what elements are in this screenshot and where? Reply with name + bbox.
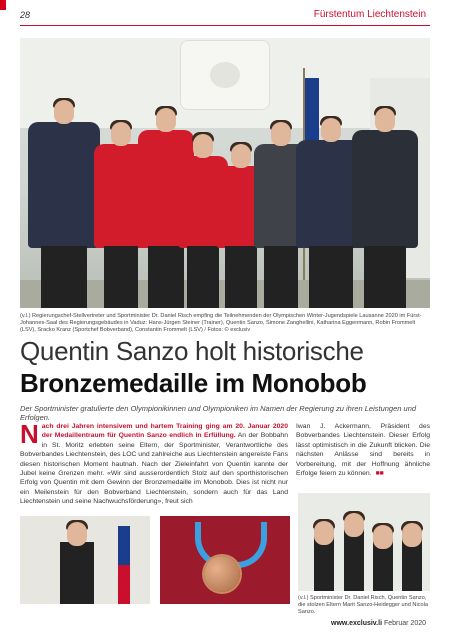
section-title: Fürstentum Liechtenstein	[313, 9, 426, 20]
person-d	[396, 523, 428, 591]
liechtenstein-flag	[118, 526, 130, 604]
article-body-1: An der Bobbahn in St. Moritz erlebten seine Eltern, der Sportminister, Verantwortliche des Bobverbandes Liechtenstein, des LOC und zahlreiche aus Liechtenstein angereiste Fans diesen historischen Moment hautnah. Nach der Zieleinfahrt von Quentin kannte der Jubel keine Grenzen mehr. «Wir sind ausserordentlich Stolz auf den sporthistorischen Erfolg von Quentin mit dem Gewinn der Bronzemedaille im Monobob. Dies ist nicht nur ein Meilenstein für den Bobverband Liechtenstein, sondern auch für das Land Liechtenstein und seine Nachwuchsförderung», freut sich	[20, 432, 288, 506]
person-1	[28, 100, 100, 308]
article-body-2: Iwan J. Ackermann, Präsident des Bobverbandes Liechtenstein. Dieser Erfolg lässt optimistisch in die Zukunft blicken. Die nächsten Anlässe sind bereits in Vorbereitung, mit der Hoffnung ähnliche Erfolge feiern zu können.	[296, 423, 430, 478]
bronze-medal	[204, 556, 240, 592]
medal-photo	[160, 516, 290, 604]
dropcap: N	[20, 419, 39, 449]
group-photo	[20, 38, 430, 308]
person-c	[368, 525, 398, 591]
corner-mark	[0, 0, 6, 10]
person-b	[338, 513, 370, 591]
person-8	[352, 108, 418, 308]
athlete	[50, 522, 104, 604]
page-number: 28	[20, 10, 31, 20]
footer-issue: Februar 2020	[383, 620, 426, 627]
header-rule	[20, 25, 430, 26]
person-a	[308, 521, 340, 591]
footer-brand: www.exclusiv.li	[331, 620, 383, 627]
headline-line-1: Quentin Sanzo holt historische	[20, 336, 364, 366]
family-photo-caption: (v.l.) Sportminister Dr. Daniel Risch, Quentin Sanzo, die stolzen Eltern Marit Sanzo-Heidegger und Nicola Sanzo.	[298, 595, 428, 615]
headline-line-2: Bronzemedaille im Monobob	[20, 368, 367, 398]
end-mark: ■■	[375, 470, 384, 478]
article-intro: ach drei Jahren intensivem und hartem Training ging am 20. Januar 2020 der Medaillentraum für Quentin Sanzo endlich in Erfüllung.	[41, 423, 288, 440]
photo-caption: (v.l.) Regierungschef-Stellvertreter und Sportminister Dr. Daniel Risch empfing die Teilnehmenden der Olympischen Winter-Jugendspiele Lausanne 2020 im Fürst-Johannes-Saal des Regierungsgebäudes in Vaduz: Hans-Jürgen Steiner (Trainer), Quentin Sanzo, Simone Zanghellini, Katharina Eggenmann, Robin Frommelt (LSV), Sracko Kranz (Sportchef Bobverband), Constantin Frommelt (LSV) / Fotos: © exclusiv	[20, 313, 422, 333]
article-column-2	[296, 422, 430, 478]
footer	[331, 620, 426, 627]
athlete-photo	[20, 516, 150, 604]
wall-ornament	[180, 40, 270, 110]
lead-text: Der Sportminister gratulierte den Olympionikinnen und Olympioniken im Namen der Regierung zu ihren Leistungen und Erfolgen.	[20, 404, 417, 422]
family-photo	[298, 493, 430, 591]
article-column-1	[20, 419, 288, 507]
